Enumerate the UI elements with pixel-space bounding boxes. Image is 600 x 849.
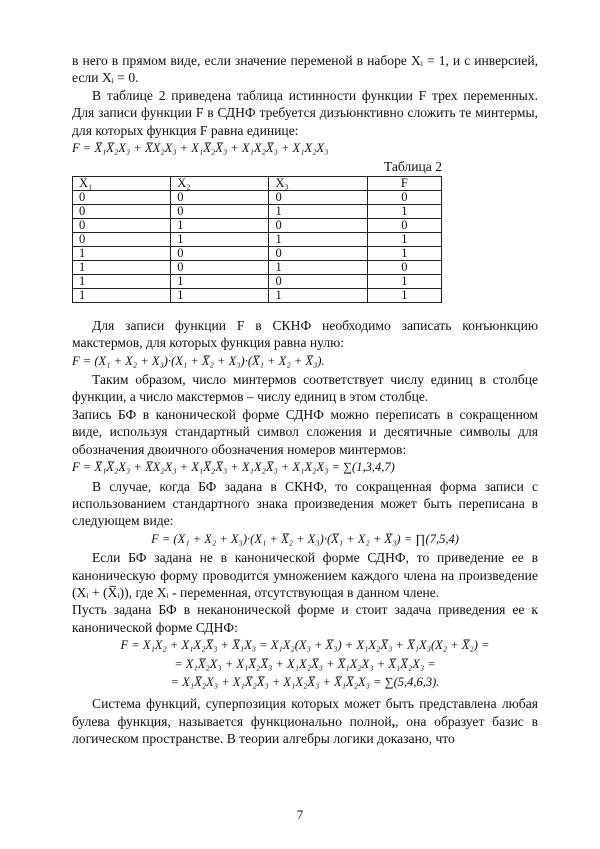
table-cell: 0 [73,232,171,246]
paragraph-4: Таким образом, число минтермов соответствует числу единиц в столбце функции, а число макстермов – числу единиц в этом столбце. [72,372,538,405]
formula-sknf: F = (X₁ + X₂ + X₃)·(X₁ + X̅₂ + X₃)·(X̅₁ + X₂ + X̅₃). [72,353,325,368]
paragraph-8: Пусть задана БФ в неканонической форме и стоит задача приведения ее к канонической форме СДНФ: [72,602,538,635]
paragraph-2: В таблице 2 приведена таблица истинности функции F трех переменных. Для записи функции F в СДНФ требуется дизъюнктивно сложить те минтермы, для которых функция F равна единице: [72,87,538,138]
formula-short-prod: F = (X₁ + X₂ + X₃)·(X₁ + X̅₂ + X₃)·(X̅₁ + X₂ + X̅₃) = ∏(7,5,4) [151,531,459,546]
paragraph-1: в него в прямом виде, если значение переменой в наборе Xᵢ = 1, и с инверсией, если Xᵢ = 0. [72,53,538,86]
truth-table [72,176,442,303]
table-cell: 0 [269,274,367,288]
table-cell: 1 [73,288,171,302]
table-row [73,218,442,232]
header-x3: X₃ [269,176,367,190]
table-row [73,274,442,288]
table-cell: 1 [171,232,269,246]
paragraph-9-start: Система функций, суперпозиция которых может быть представлена любая булева функция, называется функционально полной [72,696,538,729]
table-cell: 0 [367,218,441,232]
table-cell: 0 [73,204,171,218]
table-cell: 1 [171,274,269,288]
table-cell: 1 [269,204,367,218]
document-page [72,52,538,748]
paragraph-9-end: , она образует базис в логическом пространстве. В теории алгебры логики доказано, что [72,713,538,747]
table-row [73,260,442,274]
formula-sdnf: F = X̅₁X̅₂X₃ + X̅X₂X₃ + X₁X̅₂X̅₃ + X₁X₂X̅₃ + X₁X₂X₃ [72,141,329,156]
table-cell: 1 [73,246,171,260]
table-cell: 1 [171,218,269,232]
table-row [73,204,442,218]
header-x2: X₂ [171,176,269,190]
table-cell: 1 [269,260,367,274]
table-cell: 0 [269,218,367,232]
table-row [73,232,442,246]
paragraph-9 [72,695,538,747]
table-cell: 0 [367,260,441,274]
table-cell: 1 [367,288,441,302]
table-cell: 1 [367,274,441,288]
table-cell: 0 [171,204,269,218]
table-cell: 0 [171,246,269,260]
table-caption: Таблица 2 [383,159,442,175]
table-row [73,190,442,204]
header-x1: X₁ [73,176,171,190]
table-cell: 1 [73,274,171,288]
table-cell: 1 [367,204,441,218]
table-row [73,246,442,260]
table-cell: 1 [73,260,171,274]
table-cell: 1 [367,246,441,260]
paragraph-5: Запись БФ в канонической форме СДНФ можно переписать в сокращенном виде, используя стандартный символ сложения и десятичные символы для обозначения двоичного обозначения номеров минтермов: [72,406,538,457]
table-row [73,288,442,302]
formula-short-sum: F = X̅₁X̅₂X₃ + X̅X₂X₃ + X₁X̅₂X̅₃ + X₁X₂X̅₃ + X₁X₂X₃ = ∑(1,3,4,7) [72,460,395,475]
table-cell: 0 [367,190,441,204]
header-f: F [367,176,441,190]
table-cell: 0 [171,260,269,274]
formula-conversion-1: F = X₁X₂ + X₁X₂X̅₃ + X̅₁X₃ = X₁X₂(X₃ + X̅₃) + X₁X₂X̅₃ + X̅₁X₃(X₂ + X̅₂) = [120,638,490,653]
formula-conversion-3: = X₁X̅₂X₃ + X₁X̅₂X̅₃ + X₁X₂X̅₃ + X̅₁X̅₂X₃ = ∑(5,4,6,3). [170,674,440,689]
paragraph-6: В случае, когда БФ задана в СКНФ, то сокращенная форма записи с использованием стандартного знака произведения может быть переписана в следующем виде: [72,478,538,529]
paragraph-3: Для записи функции F в СКНФ необходимо записать конъюнкцию макстермов, для которых функция равна нулю: [72,317,538,351]
page-number: 7 [296,807,304,822]
table-cell: 0 [269,190,367,204]
table-cell: 1 [171,288,269,302]
formula-conversion-2: = X₁X̅₂X₃ + X₁X̅₂X̅₃ + X₁X₂X̅₃ + X̅₁X₂X₃ + X̅₁X̅₂X₃ = [174,656,436,671]
table-cell: 0 [269,246,367,260]
table-cell: 0 [73,190,171,204]
paragraph-7: Если БФ задана не в канонической форме СДНФ, то приведение ее в каноническую форму проводится умножением каждого члена на произведение (Xᵢ + (X̅ᵢ)), где Xᵢ - переменная, отсутствующая в данном члене. [72,550,538,600]
table-header-row [73,176,442,190]
table-cell: 1 [269,288,367,302]
table-cell: 1 [367,232,441,246]
table-cell: 1 [269,232,367,246]
table-cell: 0 [73,218,171,232]
paragraph-9-comma: , [391,713,396,729]
table-cell: 0 [171,190,269,204]
